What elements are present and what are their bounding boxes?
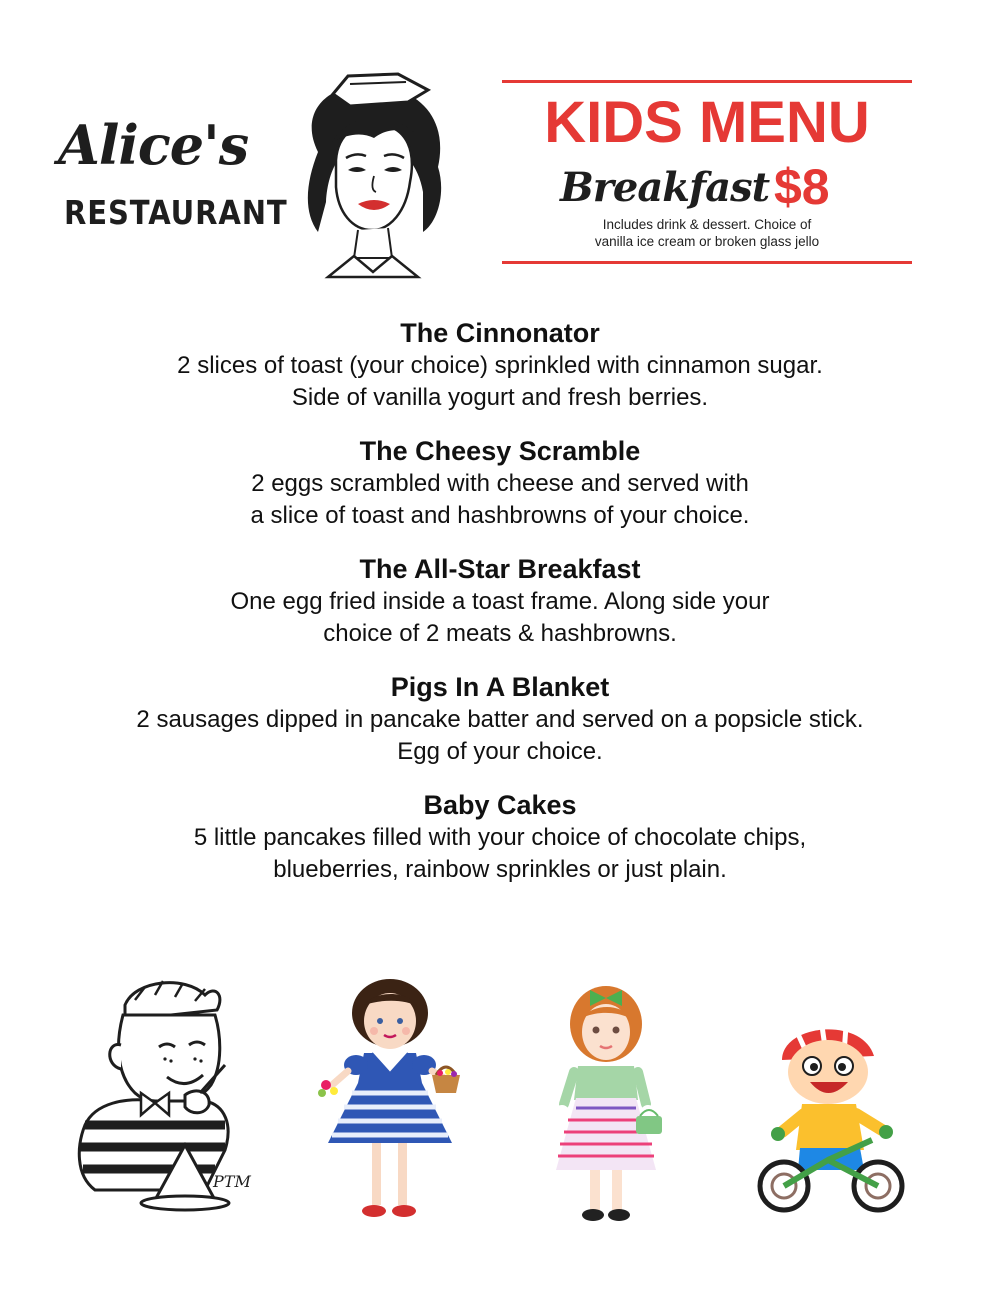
waitress-illustration bbox=[288, 72, 453, 282]
includes-line-2: vanilla ice cream or broken glass jello bbox=[594, 234, 820, 249]
menu-item bbox=[0, 670, 1000, 768]
item-description-line-2: Side of vanilla yogurt and fresh berries. bbox=[291, 384, 709, 411]
item-description-line-1: One egg fried inside a toast frame. Along side your bbox=[230, 588, 770, 615]
item-description-line-1: 2 sausages dipped in pancake batter and served on a popsicle stick. bbox=[136, 706, 864, 733]
restaurant-logo bbox=[58, 113, 298, 248]
artist-signature: PTM bbox=[213, 1172, 251, 1191]
item-name: The Cheesy Scramble bbox=[359, 436, 641, 466]
item-description-line-2: choice of 2 meats & hashbrowns. bbox=[323, 620, 677, 647]
menu-item bbox=[0, 788, 1000, 886]
item-description-line-1: 5 little pancakes filled with your choice of chocolate chips, bbox=[193, 824, 807, 851]
item-description-line-2: a slice of toast and hashbrowns of your choice. bbox=[250, 502, 750, 529]
item-name: The Cinnonator bbox=[400, 318, 600, 348]
item-name: Baby Cakes bbox=[423, 790, 577, 820]
boy-eating-illustration bbox=[55, 975, 270, 1225]
includes-line-1: Includes drink & dessert. Choice of bbox=[602, 217, 812, 232]
boy-on-bike-illustration bbox=[752, 1010, 912, 1215]
item-description-line-1: 2 eggs scrambled with cheese and served with bbox=[251, 470, 749, 497]
girl-with-basket-illustration bbox=[312, 975, 467, 1230]
doll-illustration bbox=[538, 980, 673, 1230]
includes-note bbox=[562, 216, 852, 250]
top-rule bbox=[502, 80, 912, 83]
item-description-line-1: 2 slices of toast (your choice) sprinkled with cinnamon sugar. bbox=[177, 352, 823, 379]
item-name: The All-Star Breakfast bbox=[359, 554, 641, 584]
menu-items bbox=[0, 316, 1000, 906]
item-name: Pigs In A Blanket bbox=[390, 672, 610, 702]
menu-item bbox=[0, 316, 1000, 414]
item-description-line-2: blueberries, rainbow sprinkles or just plain. bbox=[273, 856, 727, 883]
item-description-line-2: Egg of your choice. bbox=[397, 738, 603, 765]
logo-script-name: Alice's bbox=[58, 113, 249, 177]
logo-restaurant-word: RESTAURANT bbox=[64, 193, 288, 232]
bottom-rule bbox=[502, 261, 912, 264]
menu-item bbox=[0, 552, 1000, 650]
kids-menu-title: KIDS MENU bbox=[544, 90, 870, 155]
price: $8 bbox=[774, 159, 830, 215]
meal-name: Breakfast bbox=[560, 164, 770, 211]
menu-item bbox=[0, 434, 1000, 532]
kids-menu-header bbox=[502, 80, 912, 266]
